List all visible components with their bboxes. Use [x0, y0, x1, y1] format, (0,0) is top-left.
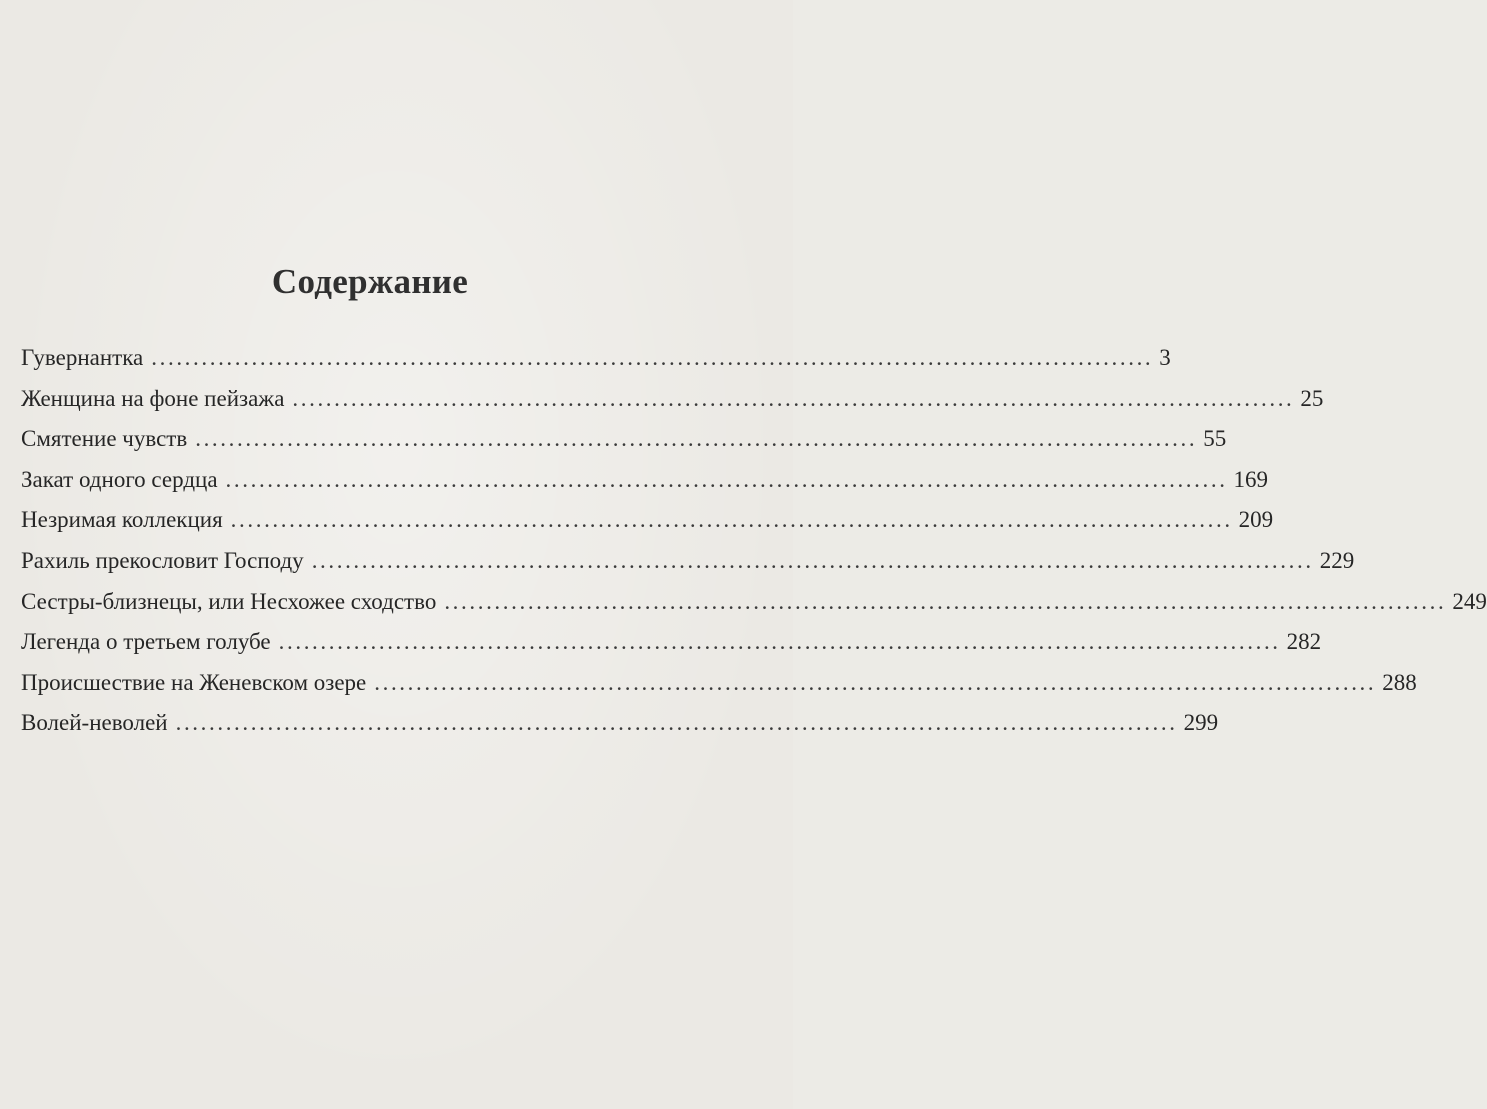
toc-entry-title: Волей-неволей	[21, 710, 168, 736]
toc-entry-title: Закат одного сердца	[21, 466, 218, 492]
table-of-contents	[21, 338, 1487, 744]
toc-entry	[21, 622, 1322, 663]
dot-leader: ........................................................................................................................	[151, 345, 1154, 370]
toc-entry-page: 3	[1159, 345, 1171, 370]
toc-entry-title: Незримая коллекция	[21, 507, 223, 533]
dot-leader: ........................................................................................................................	[374, 669, 1377, 695]
toc-entry-title: Женщина на фоне пейзажа	[21, 385, 285, 411]
toc-entry-page: 55	[1203, 426, 1227, 452]
toc-entry-page: 169	[1233, 466, 1269, 492]
dot-leader: ........................................................................................................................	[195, 426, 1198, 452]
toc-entry-title: Смятение чувств	[21, 426, 188, 452]
toc-entry-page: 288	[1382, 669, 1417, 695]
toc-entry	[21, 419, 1227, 460]
dot-leader: ........................................................................................................................	[292, 385, 1295, 411]
toc-entry	[21, 500, 1274, 541]
toc-entry	[21, 582, 1487, 623]
dot-leader: ........................................................................................................................	[230, 507, 1233, 533]
page-title: Содержание	[271, 262, 469, 301]
toc-entry-title: Происшествие на Женевском озере	[21, 669, 367, 695]
toc-entry	[21, 541, 1355, 582]
toc-entry-page: 282	[1286, 629, 1322, 655]
toc-entry-title: Гувернантка	[21, 345, 144, 370]
toc-entry	[21, 703, 1219, 744]
dot-leader: ........................................................................................................................	[225, 466, 1228, 492]
toc-entry	[21, 379, 1324, 420]
toc-entry-title: Сестры-близнецы, или Несхожее сходство	[21, 588, 437, 614]
toc-entry-page: 209	[1238, 507, 1274, 533]
dot-leader: ........................................................................................................................	[175, 710, 1178, 736]
toc-entry	[21, 663, 1417, 704]
toc-entry-page: 229	[1319, 547, 1355, 573]
toc-entry-title: Легенда о третьем голубе	[21, 629, 271, 655]
toc-entry-page: 25	[1300, 385, 1324, 411]
toc-entry	[21, 338, 1171, 379]
dot-leader: ........................................................................................................................	[444, 588, 1447, 614]
toc-entry	[21, 460, 1269, 501]
dot-leader: ........................................................................................................................	[278, 629, 1281, 655]
toc-entry-page: 249	[1452, 588, 1487, 614]
dot-leader: ........................................................................................................................	[311, 547, 1314, 573]
toc-entry-title: Рахиль прекословит Господу	[21, 547, 304, 573]
toc-entry-page: 299	[1183, 710, 1219, 736]
